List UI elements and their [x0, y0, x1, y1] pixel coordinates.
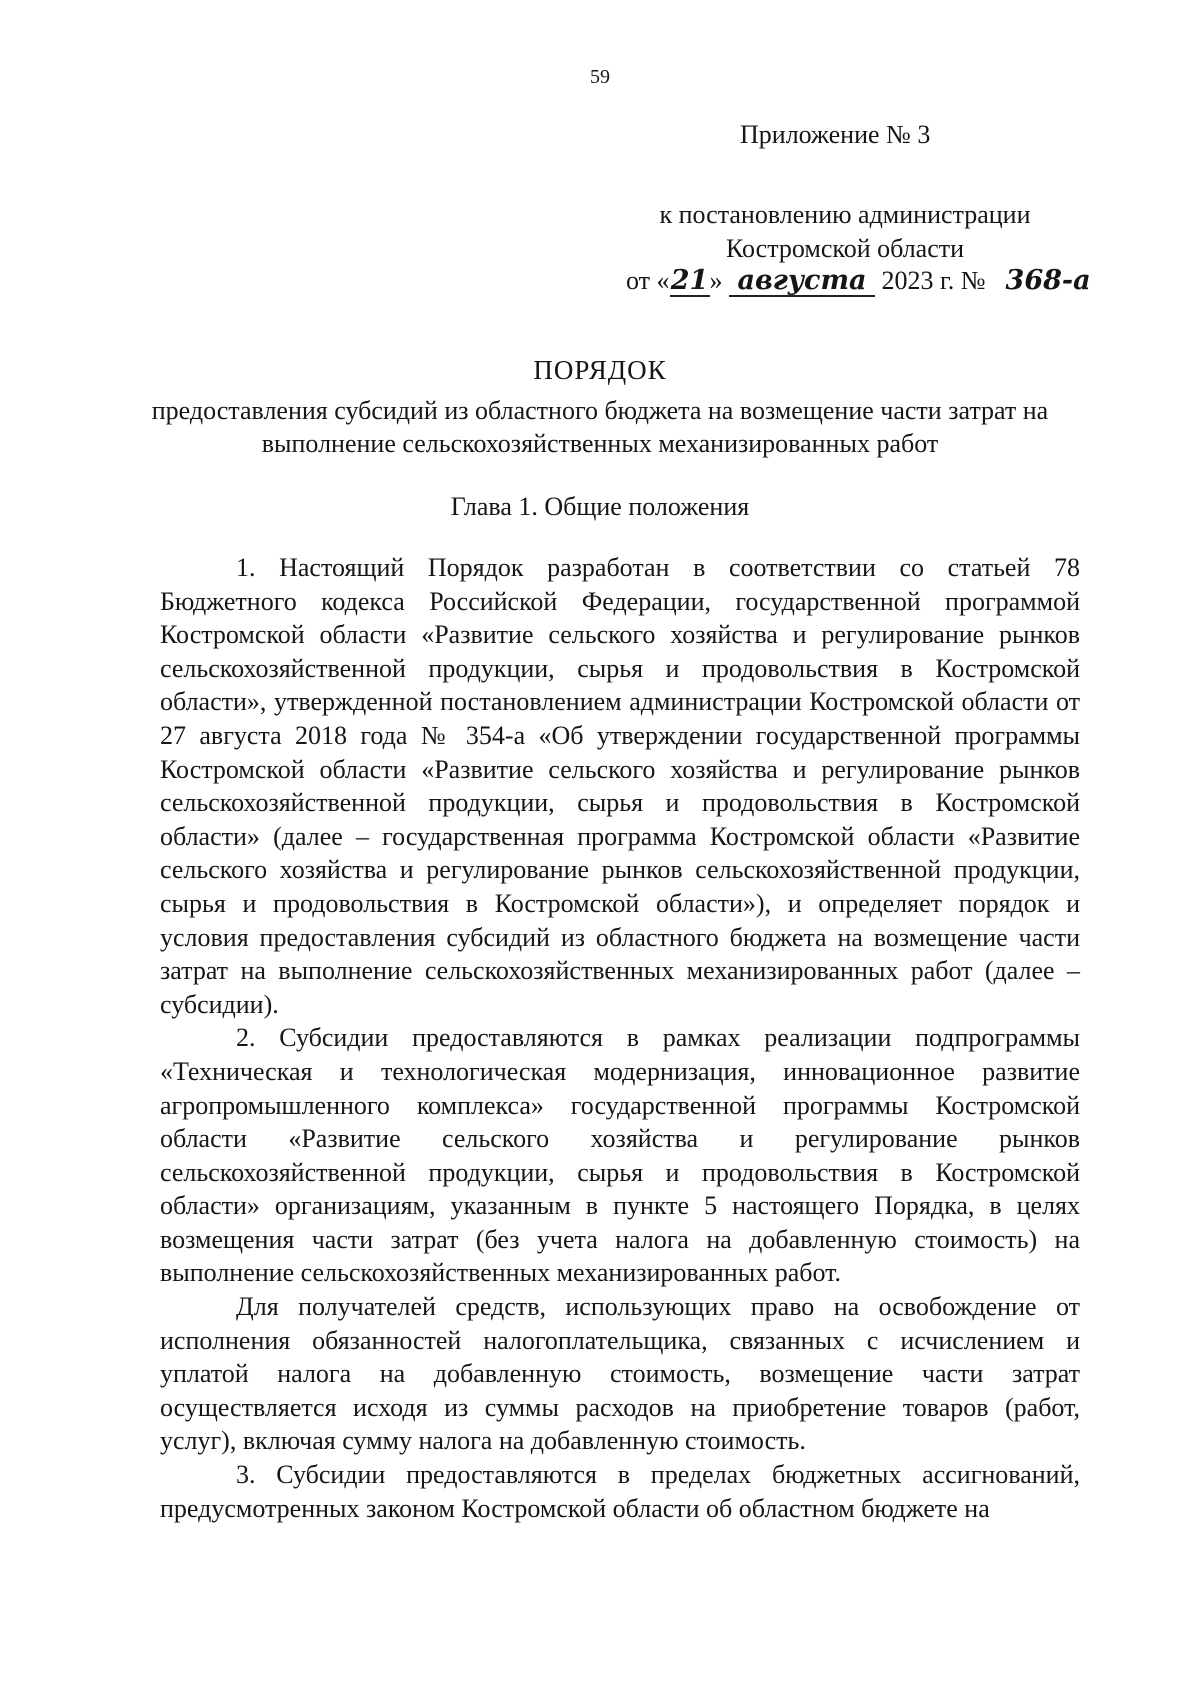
decree-reference-line-1: к постановлению администрации: [659, 200, 1031, 229]
handwritten-day: 21: [670, 265, 709, 296]
document-body: [160, 551, 1080, 1525]
date-prefix: от «: [626, 266, 670, 295]
paragraph-2: 2. Субсидии предоставляются в рамках реализации подпрограммы «Техническая и технологическая модернизация, инновационное развитие агропромышленного комплекса» государственной программы Костромской области «Развитие сельского хозяйства и регулирование рынков сельскохозяйственной продукции, сырья и продовольствия в Костромской области» организациям, указанным в пункте 5 настоящего Порядка, в целях возмещения части затрат (без учета налога на добавленную стоимость) на выполнение сельскохозяйственных механизированных работ.: [160, 1023, 1080, 1288]
paragraph-1: 1. Настоящий Порядок разработан в соответствии со статьей 78 Бюджетного кодекса Российской Федерации, государственной программой Костромской области «Развитие сельского хозяйства и регулирование рынков сельскохозяйственной продукции, сырья и продовольствия в Костромской области», утвержденной постановлением администрации Костромской области от 27 августа 2018 года № 354-а «Об утверждении государственной программы Костромской области «Развитие сельского хозяйства и регулирование рынков сельскохозяйственной продукции, сырья и продовольствия в Костромской области» (далее – государственная программа Костромской области «Развитие сельского хозяйства и регулирование рынков сельскохозяйственной продукции, сырья и продовольствия в Костромской области»), и определяет порядок и условия предоставления субсидий из областного бюджета на возмещение части затрат на выполнение сельскохозяйственных механизированных работ (далее – субсидии).: [160, 553, 1080, 1019]
paragraph-3: 3. Субсидии предоставляются в пределах бюджетных ассигнований, предусмотренных законом Костромской области об областном бюджете на: [160, 1460, 1080, 1523]
decree-reference-line-2: Костромской области: [725, 234, 965, 263]
date-year: 2023 г. №: [881, 266, 986, 295]
date-mid: »: [709, 266, 723, 295]
handwritten-document-number: 368-а: [1005, 265, 1091, 296]
handwritten-month: августа: [729, 267, 875, 297]
paragraph-2-continued: Для получателей средств, использующих право на освобождение от исполнения обязанностей налогоплательщика, связанных с исчислением и уплатой налога на добавленную стоимость, возмещение части затрат осуществляется исходя из суммы расходов на приобретение товаров (работ, услуг), включая сумму налога на добавленную стоимость.: [160, 1292, 1080, 1456]
decree-date-line: [626, 264, 1104, 298]
chapter-heading: Глава 1. Общие положения: [450, 492, 750, 521]
page-number: 59: [590, 66, 610, 88]
document-title: ПОРЯДОК: [533, 355, 667, 385]
appendix-label: Приложение № 3: [740, 120, 931, 149]
document-subtitle: предоставления субсидий из областного бюджета на возмещение части затрат на выполнение сельскохозяйственных механизированных работ: [151, 396, 1049, 458]
